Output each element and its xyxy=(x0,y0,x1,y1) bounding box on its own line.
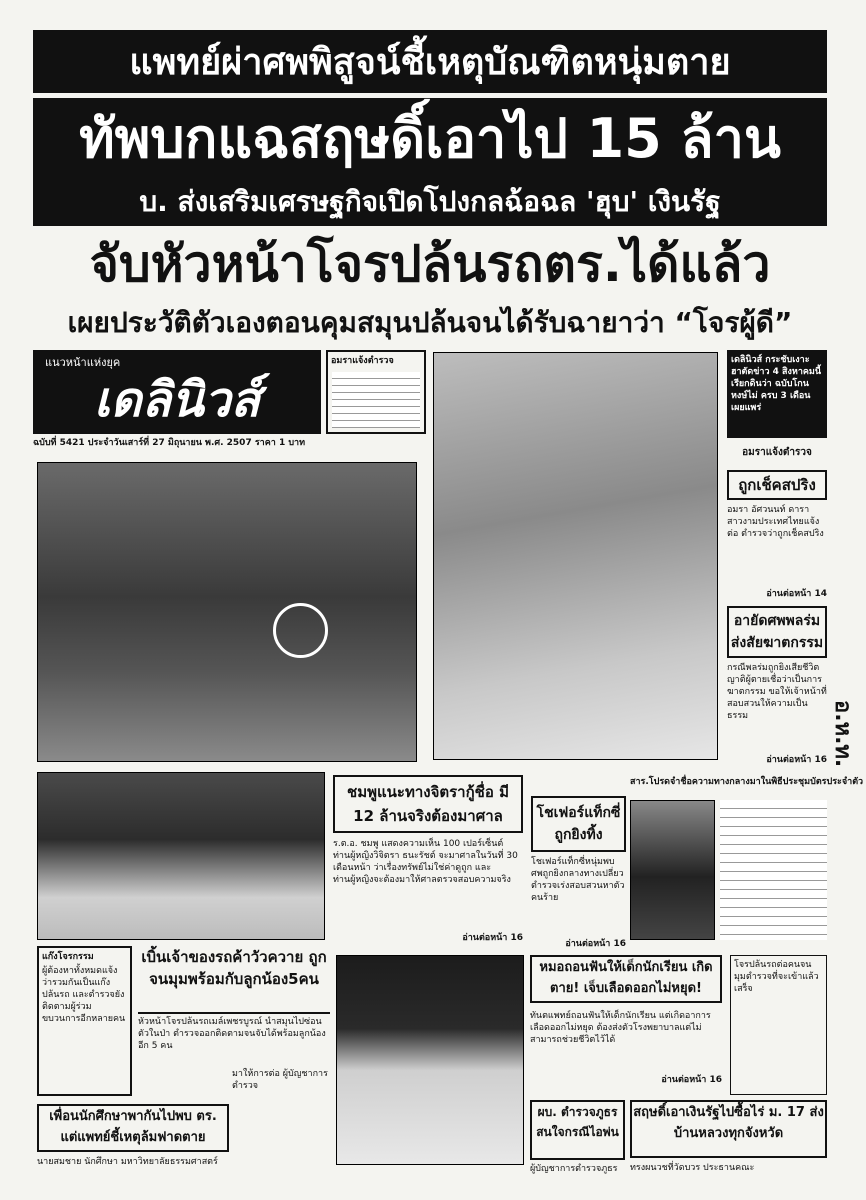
big-headline: จับหัวหน้าโจรปล้นรถตร.ได้แล้ว xyxy=(89,234,771,293)
side-body: สาร.โปรดจำชื่อความทางกลางมาในพิธีประชุมบัตรประจำตัว xyxy=(630,777,864,787)
taxi-body: โชเฟอร์แท็กซี่หนุ่มพบศพถูกยิงกลางทางเปลี่ยว ตำรวจเร่งสอบสวนหาตัวคนร้าย xyxy=(531,857,625,903)
top-banner-headline: แพทย์ผ่าศพพิสูจน์ชี้เหตุบัณฑิตหนุ่มตาย xyxy=(33,30,827,93)
sub-banner-headline: บ. ส่งเสริมเศรษฐกิจเปิดโปงกลฉ้อฉล 'ฮุบ' เงินรัฐ xyxy=(33,178,827,226)
amara-intro-text-block xyxy=(332,372,420,428)
right-teaser-box xyxy=(727,350,827,438)
cheque-continue: อ่านต่อหน้า 14 xyxy=(766,589,827,599)
amara-label: อมราแจ้งตำรวจ xyxy=(742,447,812,458)
buffalo-headline: เบิ้นเจ้าของรถค้าวัวควาย ถูกจนมุมพร้อมกับลูกน้อง5คน xyxy=(138,946,330,1014)
side-stamp: อ.ห.ท. xyxy=(830,700,855,768)
student-photo xyxy=(336,955,524,1165)
right-note: โจรปล้นรถต่อคนจนมุมตำรวจที่จะเข้าแล้วเสร็จ xyxy=(730,955,827,1095)
cheque-headline: ถูกเช็คสปริง xyxy=(727,470,827,500)
buffalo-body-2: มาให้การต่อ ผู้บัญชาการตำรวจ xyxy=(232,1069,328,1091)
buffalo-body: หัวหน้าโจรปล้นรถเมล์เพชรบูรณ์ นำสมุนไปซ่อนตัวในป่า ตำรวจออกติดตามจนจับได้พร้อมลูกน้องอีก 5 คน xyxy=(138,1017,326,1051)
chomphu-headline: ชมพูแนะทางจิตรากู้ชื่อ มี 12 ล้านจริงต้องมาศาล xyxy=(333,775,523,833)
chomphu-continue: อ่านต่อหน้า 16 xyxy=(462,933,523,943)
suspects-group-photo xyxy=(37,772,325,940)
student-headline: เพื่อนนักศึกษาพากันไปพบ ตร. แต่แพทย์ชี้เหตุล้มฟาดตาย xyxy=(37,1104,229,1152)
taxi-headline: โชเฟอร์แท็กซี่ ถูกยิงทิ้ง xyxy=(531,796,626,852)
issue-line: ฉบับที่ 5421 ประจำวันเสาร์ที่ 27 มิถุนายน พ.ศ. 2507 ราคา 1 บาท xyxy=(33,438,306,448)
amara-intro-box xyxy=(326,350,426,434)
suspects-photo xyxy=(37,462,417,762)
masthead-name: เดลินิวส์ xyxy=(93,372,261,428)
prosecutor-headline: อายัดศพพลร่มส่งสัยฆาตกรรม xyxy=(727,606,827,658)
masthead-tagline: แนวหน้าแห่งยุค xyxy=(45,356,121,369)
prosecutor-body: กรณีพลร่มถูกยิงเสียชีวิต ญาติผู้ตายเชื่อว่าเป็นการฆาตกรรม ขอให้เจ้าหน้าที่สอบสวนให้ความเป็นธรรม xyxy=(727,663,827,721)
amara-intro-text: อมราแจ้งตำรวจ xyxy=(331,356,394,366)
masthead xyxy=(33,350,321,434)
taxi-continue: อ่านต่อหน้า 16 xyxy=(565,939,626,949)
highlight-circle xyxy=(273,603,328,658)
prosecutor-continue: อ่านต่อหน้า 16 xyxy=(766,755,827,765)
doctor-continue: อ่านต่อหน้า 16 xyxy=(661,1075,722,1085)
crime-box xyxy=(37,946,132,1096)
crime-body: ผู้ต้องหาทั้งหมดแจ้งว่ารวมกันเป็นแก๊งปล้นรถ และตำรวจยังติดตามผู้ร่วมขบวนการอีกหลายคน xyxy=(42,966,126,1024)
student-body: นายสมชาย นักศึกษา มหาวิทยาลัยธรรมศาสตร์ xyxy=(37,1157,218,1167)
police-headline: ผบ. ตำรวจภูธร สนใจกรณีไอพ่น xyxy=(530,1100,625,1160)
sarit-body: ทรงผนวชที่วัดบวร ประธานคณะ xyxy=(630,1163,755,1173)
amara-photo xyxy=(433,352,718,760)
sarit-headline: สฤษดิ์เอาเงินรัฐไปซื้อไร่ ม. 17 ส่งบ้านหลวงทุกจังหวัด xyxy=(630,1100,827,1158)
sub-headline: เผยประวัติตัวเองตอนคุมสมุนปล้นจนได้รับฉายาว่า “โจรผู้ดี” xyxy=(67,306,793,339)
cheque-body: อมรา อัศวนนท์ ดารา สาวงามประเทศไทยแจ้งต่อ ตำรวจว่าถูกเช็คสปริง xyxy=(727,505,824,539)
crime-headline: แก๊งโจรกรรม xyxy=(42,952,94,962)
side-text-block xyxy=(720,800,827,940)
police-body: ผู้บัญชาการตำรวจภูธร xyxy=(530,1164,618,1174)
main-banner-headline: ทัพบกแฉสฤษดิ์เอาไป 15 ล้าน xyxy=(33,98,827,178)
doctor-body: ทันตแพทย์ถอนฟันให้เด็กนักเรียน แต่เกิดอาการเลือดออกไม่หยุด ต้องส่งตัวโรงพยาบาลแต่ไม่สามารถช่วยชีวิตไว้ได้ xyxy=(530,1011,711,1045)
right-teaser-text: เดลินิวส์ กระชับเงาะ ฮาตัดข่าว 4 สิงหาคมนี้ เรียกดินว่า ฉบับโกนหงษ์ไม่ ครบ 3 เดือนเผยแพร่ xyxy=(731,355,822,413)
chomphu-body: ร.ต.อ. ชมพู แสดงความเห็น 100 เปอร์เซ็นต์ ท่านผู้หญิงวิจิตรา ธนะรัชต์ จะมาศาลในวันที่ 30 เดือนหน้า ว่าเรื่องทรัพย์ไม่ใช่ค่าดูถูก และท่านผู้หญิงจะต้องมาให้ศาลตรวจสอบความจริง xyxy=(333,839,518,885)
doctor-headline: หมอถอนฟันให้เด็กนักเรียน เกิดตาย! เจ็บเลือดออกไม่หยุด! xyxy=(530,955,722,1003)
taxi-driver-photo xyxy=(630,800,715,940)
